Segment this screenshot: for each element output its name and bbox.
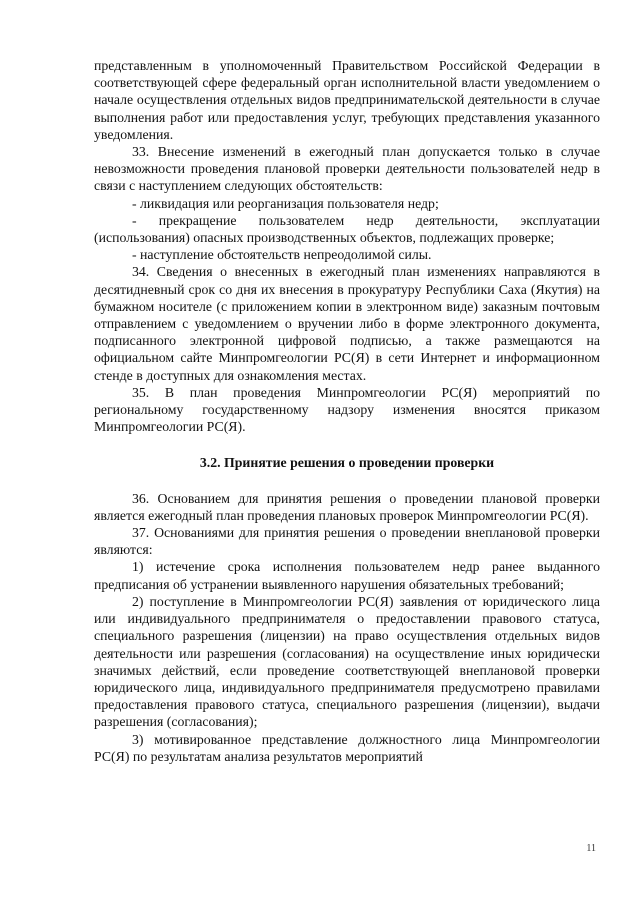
list-item-37-3: 3) мотивированное представление должностного лица Минпромгеологии РС(Я) по результатам анализа результатов мероприятий bbox=[94, 731, 600, 764]
paragraph-34: 34. Сведения о внесенных в ежегодный план изменениях направляются в десятидневный срок со дня их внесения в прокуратуру Республики Саха (Якутия) на бумажном носителе (с приложением копии в электронном виде) заказным почтовым отправлением с уведомлением о вручении либо в форме электронного документа, подписанного электронной цифровой подписью, а также размещаются на официальном сайте Минпромгеологии РС(Я) в сети Интернет и информационном стенде в доступных для ознакомления местах. bbox=[94, 264, 600, 383]
list-item-force-majeure: - наступление обстоятельств непреодолимой силы. bbox=[132, 247, 432, 263]
paragraph-35: 35. В план проведения Минпромгеологии РС(Я) мероприятий по региональному государственному надзору изменения вносятся приказом Минпромгеологии РС(Я). bbox=[94, 384, 600, 435]
page-number: 11 bbox=[586, 843, 596, 854]
list-item-37-2: 2) поступление в Минпромгеологии РС(Я) заявления от юридического лица или индивидуального предпринимателя о предоставлении правового статуса, специального разрешения (лицензии) на право осуществления отдельных видов деятельности или разрешения (согласования) на осуществление иных юридически значимых действий, если проведение соответствующей внеплановой проверки юридического лица, индивидуального предпринимателя предусмотрено правилами предоставления правового статуса, специального разрешения (лицензии), выдачи разрешения (согласования); bbox=[94, 593, 600, 730]
paragraph-37: 37. Основаниями для принятия решения о проведении внеплановой проверки являются: bbox=[94, 525, 600, 558]
document-body bbox=[94, 57, 600, 765]
list-item-liquidation: - ликвидация или реорганизация пользователя недр; bbox=[132, 195, 439, 211]
section-heading: 3.2. Принятие решения о проведении проверки bbox=[199, 455, 495, 471]
paragraph-36: 36. Основанием для принятия решения о проведении плановой проверки является ежегодный план проведения плановых проверок Минпромгеологии РС(Я). bbox=[94, 490, 600, 523]
list-item-37-1: 1) истечение срока исполнения пользователем недр ранее выданного предписания об устранении выявленного нарушения обязательных требований; bbox=[94, 559, 600, 592]
paragraph-33: 33. Внесение изменений в ежегодный план допускается только в случае невозможности проведения плановой проверки деятельности пользователей недр в связи с наступлением следующих обстоятельств: bbox=[94, 144, 600, 194]
list-item-termination: - прекращение пользователем недр деятельности, эксплуатации (использования) опасных производственных объектов, подлежащих проверке; bbox=[94, 212, 600, 246]
paragraph-continuation: представленным в уполномоченный Правительством Российской Федерации в соответствующей сфере федеральный орган исполнительной власти уведомлением о начале осуществления отдельных видов предпринимательской деятельности в случае выполнения работ или предоставления услуг, требующих представления указанного уведомления. bbox=[94, 58, 600, 142]
